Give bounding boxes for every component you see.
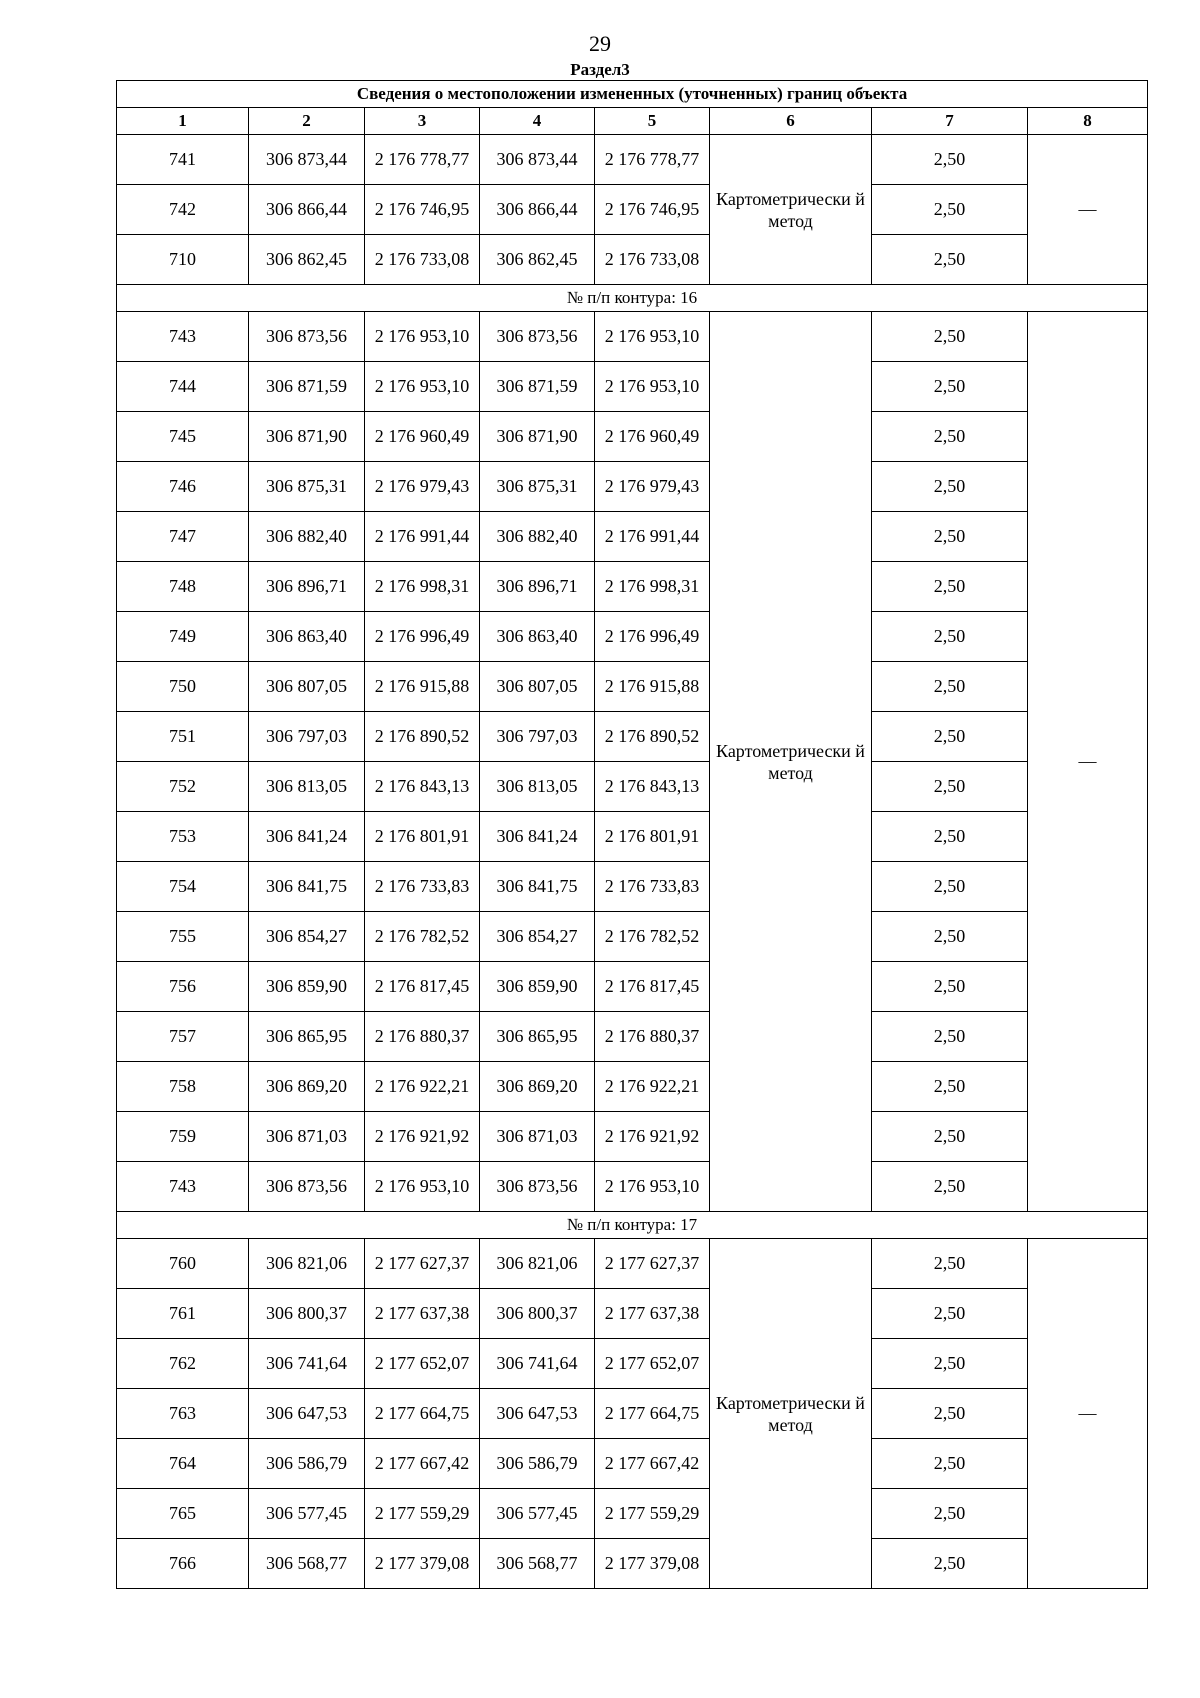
column-number-5: 5 xyxy=(595,108,710,135)
column-number-4: 4 xyxy=(480,108,595,135)
y-old-cell: 2 176 953,10 xyxy=(365,362,480,412)
point-number-cell: 742 xyxy=(117,185,249,235)
y-old-cell: 2 176 996,49 xyxy=(365,612,480,662)
x-old-cell: 306 871,03 xyxy=(249,1112,365,1162)
x-new-cell: 306 873,44 xyxy=(480,135,595,185)
y-old-cell: 2 176 915,88 xyxy=(365,662,480,712)
x-new-cell: 306 577,45 xyxy=(480,1489,595,1539)
accuracy-cell: 2,50 xyxy=(872,1289,1028,1339)
point-number-cell: 750 xyxy=(117,662,249,712)
point-number-cell: 744 xyxy=(117,362,249,412)
y-new-cell: 2 177 667,42 xyxy=(595,1439,710,1489)
x-new-cell: 306 800,37 xyxy=(480,1289,595,1339)
contour-label-row xyxy=(117,1212,1148,1239)
x-old-cell: 306 800,37 xyxy=(249,1289,365,1339)
point-number-cell: 757 xyxy=(117,1012,249,1062)
y-old-cell: 2 177 627,37 xyxy=(365,1239,480,1289)
section-title: Раздел3 xyxy=(570,60,630,79)
accuracy-cell: 2,50 xyxy=(872,612,1028,662)
y-old-cell: 2 176 953,10 xyxy=(365,1162,480,1212)
method-cell: Картометрически й метод xyxy=(710,135,872,285)
point-number-cell: 743 xyxy=(117,1162,249,1212)
table-row xyxy=(117,1539,1148,1589)
x-old-cell: 306 875,31 xyxy=(249,462,365,512)
column-number-2: 2 xyxy=(249,108,365,135)
table-row xyxy=(117,612,1148,662)
x-old-cell: 306 841,24 xyxy=(249,812,365,862)
x-new-cell: 306 871,03 xyxy=(480,1112,595,1162)
table-row xyxy=(117,1489,1148,1539)
y-old-cell: 2 176 890,52 xyxy=(365,712,480,762)
point-number-cell: 762 xyxy=(117,1339,249,1389)
table-row xyxy=(117,1012,1148,1062)
y-new-cell: 2 176 953,10 xyxy=(595,362,710,412)
table-caption: Сведения о местоположении измененных (уточненных) границ объекта xyxy=(117,81,1148,108)
y-new-cell: 2 177 559,29 xyxy=(595,1489,710,1539)
y-new-cell: 2 176 782,52 xyxy=(595,912,710,962)
table-row xyxy=(117,1289,1148,1339)
y-old-cell: 2 176 960,49 xyxy=(365,412,480,462)
y-old-cell: 2 176 953,10 xyxy=(365,312,480,362)
accuracy-cell: 2,50 xyxy=(872,912,1028,962)
contour-label: № п/п контура: 17 xyxy=(117,1212,1148,1239)
accuracy-cell: 2,50 xyxy=(872,1239,1028,1289)
x-old-cell: 306 807,05 xyxy=(249,662,365,712)
table-row xyxy=(117,562,1148,612)
y-old-cell: 2 177 652,07 xyxy=(365,1339,480,1389)
table-row xyxy=(117,1439,1148,1489)
y-old-cell: 2 177 379,08 xyxy=(365,1539,480,1589)
x-old-cell: 306 647,53 xyxy=(249,1389,365,1439)
accuracy-cell: 2,50 xyxy=(872,1389,1028,1439)
x-new-cell: 306 797,03 xyxy=(480,712,595,762)
x-new-cell: 306 741,64 xyxy=(480,1339,595,1389)
accuracy-cell: 2,50 xyxy=(872,1062,1028,1112)
accuracy-cell: 2,50 xyxy=(872,462,1028,512)
table-row xyxy=(117,135,1148,185)
x-new-cell: 306 869,20 xyxy=(480,1062,595,1112)
table-row xyxy=(117,812,1148,862)
x-old-cell: 306 862,45 xyxy=(249,235,365,285)
x-old-cell: 306 865,95 xyxy=(249,1012,365,1062)
accuracy-cell: 2,50 xyxy=(872,1162,1028,1212)
accuracy-cell: 2,50 xyxy=(872,1489,1028,1539)
x-old-cell: 306 577,45 xyxy=(249,1489,365,1539)
column-number-row xyxy=(117,108,1148,135)
point-number-cell: 743 xyxy=(117,312,249,362)
y-old-cell: 2 176 817,45 xyxy=(365,962,480,1012)
x-old-cell: 306 873,44 xyxy=(249,135,365,185)
table-row xyxy=(117,1062,1148,1112)
y-new-cell: 2 176 880,37 xyxy=(595,1012,710,1062)
accuracy-cell: 2,50 xyxy=(872,962,1028,1012)
x-new-cell: 306 859,90 xyxy=(480,962,595,1012)
y-new-cell: 2 177 627,37 xyxy=(595,1239,710,1289)
table-row xyxy=(117,1162,1148,1212)
accuracy-cell: 2,50 xyxy=(872,1439,1028,1489)
point-number-cell: 759 xyxy=(117,1112,249,1162)
table-row xyxy=(117,962,1148,1012)
point-number-cell: 752 xyxy=(117,762,249,812)
accuracy-cell: 2,50 xyxy=(872,1112,1028,1162)
y-new-cell: 2 176 979,43 xyxy=(595,462,710,512)
accuracy-cell: 2,50 xyxy=(872,1339,1028,1389)
y-old-cell: 2 176 880,37 xyxy=(365,1012,480,1062)
x-old-cell: 306 871,59 xyxy=(249,362,365,412)
y-new-cell: 2 176 953,10 xyxy=(595,1162,710,1212)
y-new-cell: 2 176 998,31 xyxy=(595,562,710,612)
x-new-cell: 306 821,06 xyxy=(480,1239,595,1289)
point-number-cell: 754 xyxy=(117,862,249,912)
point-number-cell: 710 xyxy=(117,235,249,285)
y-new-cell: 2 176 817,45 xyxy=(595,962,710,1012)
contour-label: № п/п контура: 16 xyxy=(117,285,1148,312)
point-number-cell: 753 xyxy=(117,812,249,862)
table-row xyxy=(117,185,1148,235)
method-cell: Картометрически й метод xyxy=(710,312,872,1212)
y-new-cell: 2 176 733,83 xyxy=(595,862,710,912)
x-old-cell: 306 568,77 xyxy=(249,1539,365,1589)
point-number-cell: 749 xyxy=(117,612,249,662)
accuracy-cell: 2,50 xyxy=(872,812,1028,862)
y-new-cell: 2 177 379,08 xyxy=(595,1539,710,1589)
note-cell: — xyxy=(1028,135,1148,285)
table-row xyxy=(117,662,1148,712)
note-cell: — xyxy=(1028,312,1148,1212)
x-old-cell: 306 866,44 xyxy=(249,185,365,235)
y-old-cell: 2 176 801,91 xyxy=(365,812,480,862)
x-new-cell: 306 873,56 xyxy=(480,312,595,362)
x-new-cell: 306 813,05 xyxy=(480,762,595,812)
table-row xyxy=(117,712,1148,762)
point-number-cell: 751 xyxy=(117,712,249,762)
y-old-cell: 2 176 922,21 xyxy=(365,1062,480,1112)
x-old-cell: 306 797,03 xyxy=(249,712,365,762)
x-new-cell: 306 873,56 xyxy=(480,1162,595,1212)
table-row xyxy=(117,1339,1148,1389)
x-old-cell: 306 869,20 xyxy=(249,1062,365,1112)
x-old-cell: 306 821,06 xyxy=(249,1239,365,1289)
accuracy-cell: 2,50 xyxy=(872,512,1028,562)
point-number-cell: 748 xyxy=(117,562,249,612)
point-number-cell: 741 xyxy=(117,135,249,185)
point-number-cell: 765 xyxy=(117,1489,249,1539)
y-new-cell: 2 177 637,38 xyxy=(595,1289,710,1339)
point-number-cell: 763 xyxy=(117,1389,249,1439)
y-new-cell: 2 176 778,77 xyxy=(595,135,710,185)
table-row xyxy=(117,235,1148,285)
y-new-cell: 2 176 996,49 xyxy=(595,612,710,662)
y-new-cell: 2 176 801,91 xyxy=(595,812,710,862)
table-row xyxy=(117,312,1148,362)
table-row xyxy=(117,862,1148,912)
accuracy-cell: 2,50 xyxy=(872,712,1028,762)
x-old-cell: 306 859,90 xyxy=(249,962,365,1012)
y-old-cell: 2 176 921,92 xyxy=(365,1112,480,1162)
table-row xyxy=(117,762,1148,812)
x-new-cell: 306 841,24 xyxy=(480,812,595,862)
x-old-cell: 306 882,40 xyxy=(249,512,365,562)
x-new-cell: 306 882,40 xyxy=(480,512,595,562)
x-new-cell: 306 866,44 xyxy=(480,185,595,235)
table-body xyxy=(117,135,1148,1589)
x-new-cell: 306 871,59 xyxy=(480,362,595,412)
table-row xyxy=(117,1239,1148,1289)
point-number-cell: 745 xyxy=(117,412,249,462)
y-old-cell: 2 177 664,75 xyxy=(365,1389,480,1439)
coordinates-table xyxy=(116,80,1148,1589)
y-new-cell: 2 176 922,21 xyxy=(595,1062,710,1112)
accuracy-cell: 2,50 xyxy=(872,135,1028,185)
note-cell: — xyxy=(1028,1239,1148,1589)
x-new-cell: 306 863,40 xyxy=(480,612,595,662)
accuracy-cell: 2,50 xyxy=(872,662,1028,712)
method-cell: Картометрически й метод xyxy=(710,1239,872,1589)
y-old-cell: 2 176 979,43 xyxy=(365,462,480,512)
x-new-cell: 306 841,75 xyxy=(480,862,595,912)
point-number-cell: 747 xyxy=(117,512,249,562)
y-new-cell: 2 176 733,08 xyxy=(595,235,710,285)
y-old-cell: 2 176 843,13 xyxy=(365,762,480,812)
x-new-cell: 306 568,77 xyxy=(480,1539,595,1589)
contour-label-row xyxy=(117,285,1148,312)
table-row xyxy=(117,362,1148,412)
x-old-cell: 306 863,40 xyxy=(249,612,365,662)
y-new-cell: 2 176 746,95 xyxy=(595,185,710,235)
y-new-cell: 2 176 960,49 xyxy=(595,412,710,462)
point-number-cell: 761 xyxy=(117,1289,249,1339)
table-row xyxy=(117,412,1148,462)
accuracy-cell: 2,50 xyxy=(872,312,1028,362)
x-old-cell: 306 854,27 xyxy=(249,912,365,962)
x-new-cell: 306 865,95 xyxy=(480,1012,595,1062)
page-number: 29 xyxy=(589,31,611,56)
y-new-cell: 2 177 664,75 xyxy=(595,1389,710,1439)
point-number-cell: 766 xyxy=(117,1539,249,1589)
accuracy-cell: 2,50 xyxy=(872,412,1028,462)
table-row xyxy=(117,1112,1148,1162)
y-new-cell: 2 177 652,07 xyxy=(595,1339,710,1389)
y-old-cell: 2 176 778,77 xyxy=(365,135,480,185)
accuracy-cell: 2,50 xyxy=(872,1012,1028,1062)
accuracy-cell: 2,50 xyxy=(872,1539,1028,1589)
accuracy-cell: 2,50 xyxy=(872,185,1028,235)
x-new-cell: 306 862,45 xyxy=(480,235,595,285)
column-number-1: 1 xyxy=(117,108,249,135)
column-number-7: 7 xyxy=(872,108,1028,135)
x-old-cell: 306 586,79 xyxy=(249,1439,365,1489)
accuracy-cell: 2,50 xyxy=(872,562,1028,612)
table-row xyxy=(117,512,1148,562)
point-number-cell: 746 xyxy=(117,462,249,512)
y-old-cell: 2 176 998,31 xyxy=(365,562,480,612)
x-new-cell: 306 854,27 xyxy=(480,912,595,962)
y-old-cell: 2 176 733,83 xyxy=(365,862,480,912)
column-number-3: 3 xyxy=(365,108,480,135)
y-old-cell: 2 176 991,44 xyxy=(365,512,480,562)
y-old-cell: 2 176 733,08 xyxy=(365,235,480,285)
column-number-6: 6 xyxy=(710,108,872,135)
x-new-cell: 306 896,71 xyxy=(480,562,595,612)
accuracy-cell: 2,50 xyxy=(872,762,1028,812)
accuracy-cell: 2,50 xyxy=(872,235,1028,285)
x-new-cell: 306 586,79 xyxy=(480,1439,595,1489)
x-old-cell: 306 871,90 xyxy=(249,412,365,462)
y-new-cell: 2 176 921,92 xyxy=(595,1112,710,1162)
table-row xyxy=(117,1389,1148,1439)
x-old-cell: 306 873,56 xyxy=(249,312,365,362)
x-old-cell: 306 741,64 xyxy=(249,1339,365,1389)
y-old-cell: 2 176 782,52 xyxy=(365,912,480,962)
y-new-cell: 2 176 991,44 xyxy=(595,512,710,562)
y-new-cell: 2 176 843,13 xyxy=(595,762,710,812)
x-new-cell: 306 871,90 xyxy=(480,412,595,462)
table-row xyxy=(117,462,1148,512)
y-old-cell: 2 177 667,42 xyxy=(365,1439,480,1489)
y-old-cell: 2 176 746,95 xyxy=(365,185,480,235)
point-number-cell: 756 xyxy=(117,962,249,1012)
x-old-cell: 306 813,05 xyxy=(249,762,365,812)
y-new-cell: 2 176 953,10 xyxy=(595,312,710,362)
point-number-cell: 755 xyxy=(117,912,249,962)
accuracy-cell: 2,50 xyxy=(872,362,1028,412)
x-new-cell: 306 875,31 xyxy=(480,462,595,512)
x-new-cell: 306 807,05 xyxy=(480,662,595,712)
column-number-8: 8 xyxy=(1028,108,1148,135)
y-old-cell: 2 177 637,38 xyxy=(365,1289,480,1339)
x-old-cell: 306 896,71 xyxy=(249,562,365,612)
y-new-cell: 2 176 890,52 xyxy=(595,712,710,762)
y-old-cell: 2 177 559,29 xyxy=(365,1489,480,1539)
table-row xyxy=(117,912,1148,962)
point-number-cell: 764 xyxy=(117,1439,249,1489)
point-number-cell: 760 xyxy=(117,1239,249,1289)
accuracy-cell: 2,50 xyxy=(872,862,1028,912)
y-new-cell: 2 176 915,88 xyxy=(595,662,710,712)
x-old-cell: 306 841,75 xyxy=(249,862,365,912)
x-new-cell: 306 647,53 xyxy=(480,1389,595,1439)
x-old-cell: 306 873,56 xyxy=(249,1162,365,1212)
point-number-cell: 758 xyxy=(117,1062,249,1112)
